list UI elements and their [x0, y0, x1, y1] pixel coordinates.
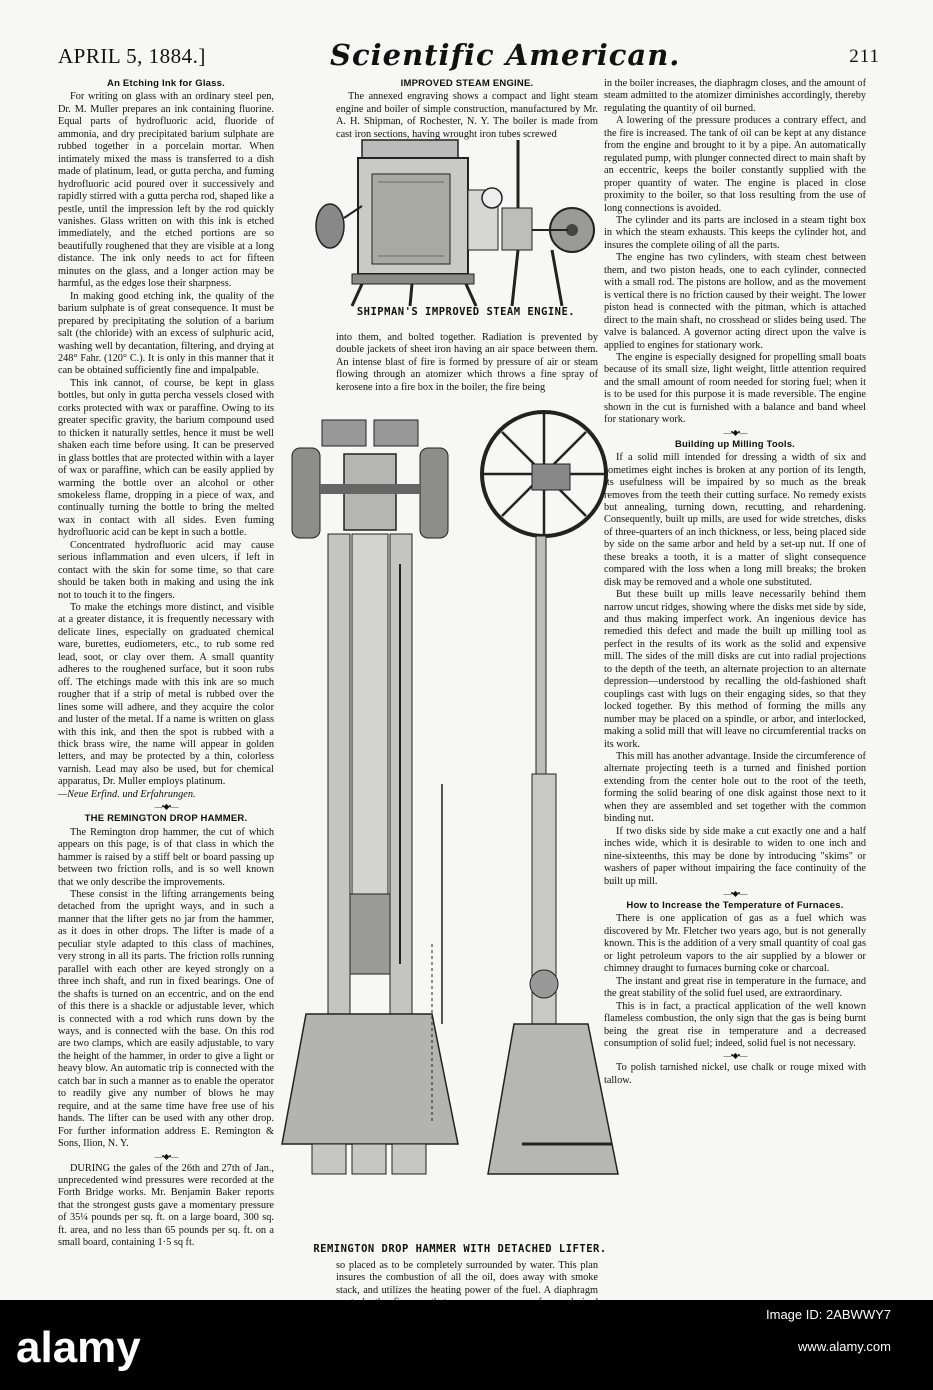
section-divider: —•◆•— — [723, 1051, 747, 1061]
etching-paragraph: In making good etching ink, the quality of the barium sulphate is of great consequence. It must be prepared by precipitating the solution of a barium salt (the chloride) with an excess of sulphuric acid, washing well by decantation, filtering, and drying at 248° Fahr. (120° C.). It is only in this manner that it can be obtained sufficiently fine and impalpable. — [58, 290, 274, 377]
column-middle-top — [336, 78, 598, 138]
etching-paragraph: This ink cannot, of course, be kept in glass bottles, but only in gutta percha vessels closed with corks protected with wax or paraffine. Owing to its greater specific gravity, the barium compound used to thicken it naturally settles, hence it must be well shaken each time before using. It can be preserved in glass bottles that are protected within with a layer of wax or paraffine, which can be easily applied by warming the bottle over an alcohol or other smokeless flame, dropping in a piece of wax, and continually turning the bottle to bring the melted wax in contact with all sides. Even fuming hydrofluoric acid can be kept in such a bottle. — [58, 377, 274, 539]
steam-engine-paragraph: The annexed engraving shows a compact and light steam engine and boiler of simple construction, manufactured by Mr. A. H. Shipman, of Rochester, N. Y. The boiler is made from cast iron sections, having wrought iron tubes screwed — [336, 91, 598, 140]
masthead-title: Scientific American. — [330, 38, 681, 72]
steam-engine-paragraph-right: The engine is especially designed for propelling small boats because of its small size, light weight, little attention required and the small amount of room needed for storing fuel; when it is to be used for this purpose it is made reversible. The engine shown in the cut is furnished with a balance and band wheel for stationary work. — [604, 351, 866, 426]
steam-engine-paragraph-continued: into them, and bolted together. Radiation is prevented by double jackets of sheet iron having an air space between them. An intense blast of fire is formed by pressure of air or steam flowing through an atomizer which throws a fine spray of kerosene into a fire box in the boiler, the fire being — [336, 332, 598, 393]
furnace-paragraph: There is one application of gas as a fuel which was discovered by Mr. Fletcher two years ago, but is not generally known. This is the addition of a very small quantity of coal gas or light petroleum vapors to the air supplied by a blower or chimney draught to furnaces burning coke or charcoal. — [604, 913, 866, 975]
milling-paragraph: If a solid mill intended for dressing a width of six and sometimes eight inches is broken at any portion of its length, its usefulness will be impaired by so much as the break removes from the teeth their cutting surface. No remedy exists but annealing, turning down, recutting, and rehardening. Consequently, built up mills, are used for wide stretches, disks of three-quarters of an inch thickness, or less, being placed side by side on the same arbor and held by a set-up nut. If one of these breaks a tooth, it is a matter of slight consequence compared with the loss when a long mill breaks; the broken disk may be removed and a whole one substituted. — [604, 452, 866, 588]
hammer-paragraph: The Remington drop hammer, the cut of which appears on this page, is of that class in which the hammer is raised by a stiff belt or board passing up between two friction rolls, and is so well known that we only describe the improvements. — [58, 826, 274, 888]
column-left — [58, 78, 274, 1290]
steam-engine-illustration — [282, 138, 602, 306]
section-divider: —•◆•— — [723, 427, 747, 437]
drop-hammer-heading: THE REMINGTON DROP HAMMER. — [84, 813, 248, 825]
issue-date: APRIL 5, 1884.] — [58, 44, 206, 68]
etching-paragraph: For writing on glass with an ordinary steel pen, Dr. M. Muller prepares an ink containing fluorine. Equal parts of hydrofluoric acid, fluoride of ammonia, and dry precipitated barium sulphate are rubbed together in a porcelain mortar. When intimately mixed the mass is transferred to a dish made of platinum, lead, or gutta percha, and fuming hydrofluoric acid poured over it successively and rapidly stirred with a gutta percha rod, shaped like a pestle, until the impression left by the rod quickly vanishes. Glass written on with this ink is etched immediately, and the etched portions are so beautifully roughened that they are visible at a long distance. The ink only needs to act for fifteen minutes on the glass, and a longer action may be harmful, as the edges lose their sharpness. — [58, 91, 274, 290]
page-number: 211 — [849, 46, 880, 67]
steam-engine-paragraph-right: A lowering of the pressure produces a contrary effect, and the fire is increased. The tank of oil can be kept at any distance from the engine and brought to it by a pipe. An automatically regulated pump, with plunger connected direct to main shaft by an eccentric, keeps the boiler constantly supplied with the proper quantity of water. The engine is placed in close proximity to the boiler, so that loss resulting from the use of long connections is avoided. — [604, 115, 866, 214]
section-divider: —•◆•— — [154, 802, 178, 812]
drop-hammer-illustration — [282, 384, 642, 1244]
milling-paragraph: But these built up mills leave necessarily behind them narrow uncut ridges, showing where the disks met side by side, and thus making imperfect work. An ingenious device has remedied this defect and made the built up milling tool as perfect in the results of its work as the solid and expensive mill. The sides of the mill disks are cut into radial projections to the depth of the teeth, an alternate projection to an alternate depression—understood by recalling the old-fashioned shaft couplings cast with lugs on their engaging sides, so that they locked together. By this method of forming the mills any number may be placed on a spindle, or arbor, and interlocked, making a solid mill that will leave no circumferential tracks on its work. — [604, 589, 866, 750]
steam-engine-paragraph-end: so placed as to be completely surrounded by water. This plan insures the combustion of all the oil, does away with smoke stack, and utilizes the heating power of the fuel. A diaphragm — [336, 1260, 598, 1296]
furnace-heading: How to Increase the Temperature of Furnaces. — [626, 900, 844, 911]
steam-engine-heading: IMPROVED STEAM ENGINE. — [400, 78, 534, 89]
drop-hammer-caption: REMINGTON DROP HAMMER WITH DETACHED LIFTER. — [313, 1243, 607, 1255]
etching-citation: —Neue Erfind. und Erfahrungen. — [58, 788, 196, 800]
gales-paragraph: DURING the gales of the 26th and 27th of Jan., unprecedented wind pressures were recorded at the Forth Bridge works. Mr. Benjamin Baker reports that the strongest gusts gave a momentary pressure of 35¼ pounds per sq. ft. on a large board, 300 sq. ft. area, and no less than 65 pounds per sq. ft. on a small board, containing 1·5 sq ft. — [58, 1162, 274, 1249]
etching-ink-heading: An Etching Ink for Glass. — [107, 78, 225, 89]
stock-url: www.alamy.com — [798, 1339, 891, 1354]
etching-paragraph: Concentrated hydrofluoric acid may cause serious inflammation and even ulcers, if left in contact with the skin for some time, so that care should be taken both in making and using the ink not to touch it to the fingers. — [58, 539, 274, 601]
furnace-paragraph: This is in fact, a practical application of the well known flameless combustion, the only sign that the gas is being burnt being the great rise in temperature and a decreased consumption of solid fuel; indeed, solid fuel is not necessary. — [604, 1000, 866, 1049]
alamy-logo: alamy — [16, 1323, 141, 1372]
section-divider: —•◆•— — [723, 889, 747, 898]
image-id: Image ID: 2ABWWY7 — [766, 1307, 891, 1322]
milling-paragraph: This mill has another advantage. Inside the circumference of alternate projecting teeth is a turned and finished portion extending from the center hole out to the root of the teeth, forming the solid bearing of one disk against those next to it when they are assembled and set together with the common binding nut. — [604, 751, 866, 825]
milling-paragraph: If two disks side by side make a cut exactly one and a half inches wide, which it is desirable to widen to one inch and nine-sixteenths, this may be done by introducing "skims" or washers of paper without impairing the face continuity of the built up mill. — [604, 825, 866, 887]
steam-engine-paragraph-right: The cylinder and its parts are inclosed in a steam tight box in which the steam exhausts. This keeps the cylinder hot, and insures the complete oiling of all the parts. — [604, 214, 866, 251]
steam-engine-paragraph-right: in the boiler increases, the diaphragm closes, and the amount of steam admitted to the atomizer diminishes accordingly, thereby regulating the quantity of oil burned. — [604, 78, 866, 114]
steam-engine-caption: SHIPMAN'S IMPROVED STEAM ENGINE. — [356, 306, 576, 318]
section-divider: —•◆•— — [154, 1151, 178, 1161]
column-right — [604, 78, 866, 1296]
milling-tools-heading: Building up Milling Tools. — [674, 438, 796, 450]
column-middle-mid — [336, 332, 598, 393]
column-middle-bottom — [336, 1260, 598, 1300]
polish-paragraph: To polish tarnished nickel, use chalk or rouge mixed with tallow. — [604, 1062, 866, 1086]
hammer-paragraph: These consist in the lifting arrangements being detached from the upright ways, and in such a manner that the lifter gets no jar from the hammer, as it does in other drops. The lifter is made of a peculiar style adapted to this class of machines, very strong in all its parts. The friction rolls running parallel with each other are keyed strongly on a three inch shaft, and run in fixed bearings. One of the shafts is turned on an eccentric, and on the end of this there is a shackle or adjustable lever, which is connected with a rod which runs down by the ways, and is connected with the base. On this rod are two clamps, which are easily adjustable, to vary the height of the hammer, in order to give a light or heavy blow. An automatic trip is connected with the catch bar in such a manner as to enable the operator to readily give any number of blows he may require, and at the same time have free use of his hands. The lifter can be used with any other drop. For further information address E. Remington & Sons, Ilion, N. Y. — [58, 889, 274, 1150]
furnace-paragraph: The instant and great rise in temperature in the furnace, and the great stability of the solid fuel used, are extraordinary. — [604, 975, 866, 1000]
steam-engine-paragraph-right: The engine has two cylinders, with steam chest between them, and two piston heads, one to each cylinder, connected with a small rod. The pistons are hollow, and as the movement is vertical there is no friction caused by their weight. The lower piston head is connected with the pitman, which is attached direct to the main shaft, no crosshead or slides being used. The valve is balanced. A governor acting direct upon the valve is applied to engines for stationary work. — [604, 252, 866, 351]
page-header — [58, 38, 880, 72]
etching-paragraph: To make the etchings more distinct, and visible at a greater distance, it is frequently necessary with delicate lines, especially on graduated chemical ware, burettes, eudiometers, etc., to rub some red lead, soot, or clay over them. A small quantity adheres to the roughened surface, but it soon rubs off. The etchings made with this ink are so much rougher that if a strip of metal is rubbed over the lines some will adhere, and they acquire the color and luster of the metal. If a name is written on glass with this ink, and then the spot is rubbed with a thick brass wire, the name will appear in golden letters, and may be protected by a thin, colorless varnish. Lead may also be used, but for chemical apparatus, Dr. Muller employs platinum. — [58, 602, 274, 788]
